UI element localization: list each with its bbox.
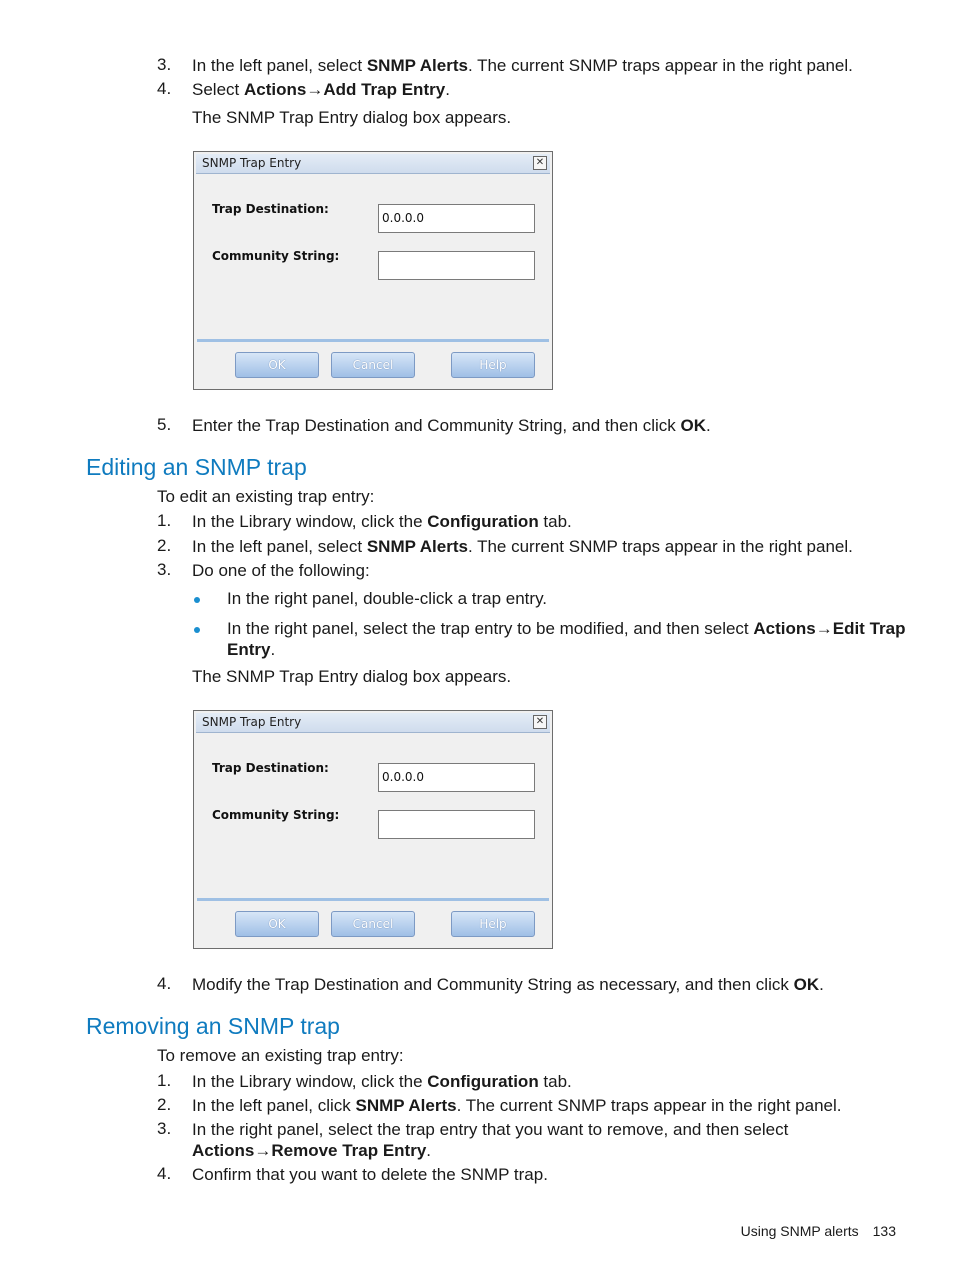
community-string-label: Community String: — [212, 249, 340, 263]
close-icon[interactable]: ✕ — [533, 715, 547, 729]
dialog-note: The SNMP Trap Entry dialog box appears. — [192, 108, 512, 127]
community-string-input[interactable] — [378, 251, 535, 280]
step-text: In the Library window, click the Configuration tab. — [192, 512, 572, 531]
step-number: 2. — [157, 1095, 172, 1114]
step-text: In the left panel, click SNMP Alerts. The current SNMP traps appear in the right panel. — [192, 1096, 842, 1115]
section-intro: To edit an existing trap entry: — [157, 487, 375, 506]
step-text: Do one of the following: — [192, 561, 370, 580]
dialog-title: SNMP Trap Entry — [202, 156, 302, 170]
close-icon[interactable]: ✕ — [533, 156, 547, 170]
section-intro: To remove an existing trap entry: — [157, 1046, 404, 1065]
section-heading-editing: Editing an SNMP trap — [86, 454, 307, 480]
ok-button[interactable]: OK — [235, 911, 319, 937]
step-text: Enter the Trap Destination and Community String, and then click OK. — [192, 416, 711, 435]
step-number: 1. — [157, 511, 172, 530]
bullet-text: In the right panel, select the trap entry to be modified, and then select Actions→Edit Trap — [227, 619, 906, 638]
trap-destination-input[interactable]: 0.0.0.0 — [378, 763, 535, 792]
dialog-separator — [197, 339, 549, 342]
bullet-text: In the right panel, double-click a trap entry. — [227, 589, 548, 608]
help-button[interactable]: Help — [451, 911, 535, 937]
step-text: Modify the Trap Destination and Community String as necessary, and then click OK. — [192, 975, 824, 994]
step-number: 3. — [157, 1119, 172, 1138]
cancel-button[interactable]: Cancel — [331, 911, 415, 937]
dialog-separator — [197, 898, 549, 901]
step-text: In the left panel, select SNMP Alerts. The current SNMP traps appear in the right panel. — [192, 56, 853, 75]
section-heading-removing: Removing an SNMP trap — [86, 1013, 340, 1039]
dialog-note: The SNMP Trap Entry dialog box appears. — [192, 667, 512, 686]
step-number: 4. — [157, 974, 172, 993]
page-footer — [741, 1223, 896, 1239]
step-number: 3. — [157, 560, 172, 579]
snmp-trap-entry-dialog — [193, 151, 553, 390]
bullet-icon — [194, 597, 200, 603]
step-number: 3. — [157, 55, 172, 74]
trap-destination-label: Trap Destination: — [212, 202, 329, 216]
trap-destination-label: Trap Destination: — [212, 761, 329, 775]
snmp-trap-entry-dialog — [193, 710, 553, 949]
step-text: In the left panel, select SNMP Alerts. The current SNMP traps appear in the right panel. — [192, 537, 853, 556]
step-text: Select Actions→Add Trap Entry. — [192, 80, 450, 99]
dialog-title: SNMP Trap Entry — [202, 715, 302, 729]
ok-button[interactable]: OK — [235, 352, 319, 378]
bullet-icon — [194, 627, 200, 633]
help-button[interactable]: Help — [451, 352, 535, 378]
step-number: 4. — [157, 79, 172, 98]
step-text: In the right panel, select the trap entry that you want to remove, and then select — [192, 1120, 789, 1139]
dialog-title-bar — [196, 713, 550, 733]
step-text: In the Library window, click the Configuration tab. — [192, 1072, 572, 1091]
footer-section-title: Using SNMP alerts — [740, 1223, 859, 1239]
step-text: Confirm that you want to delete the SNMP trap. — [192, 1165, 548, 1184]
cancel-button[interactable]: Cancel — [331, 352, 415, 378]
community-string-label: Community String: — [212, 808, 340, 822]
trap-destination-input[interactable]: 0.0.0.0 — [378, 204, 535, 233]
dialog-title-bar — [196, 154, 550, 174]
bullet-text-continued: Entry. — [227, 640, 276, 659]
step-number: 1. — [157, 1071, 172, 1090]
step-text-continued: Actions→Remove Trap Entry. — [192, 1141, 432, 1160]
community-string-input[interactable] — [378, 810, 535, 839]
step-number: 5. — [157, 415, 172, 434]
page-number: 133 — [872, 1223, 896, 1239]
step-number: 2. — [157, 536, 172, 555]
step-number: 4. — [157, 1164, 172, 1183]
